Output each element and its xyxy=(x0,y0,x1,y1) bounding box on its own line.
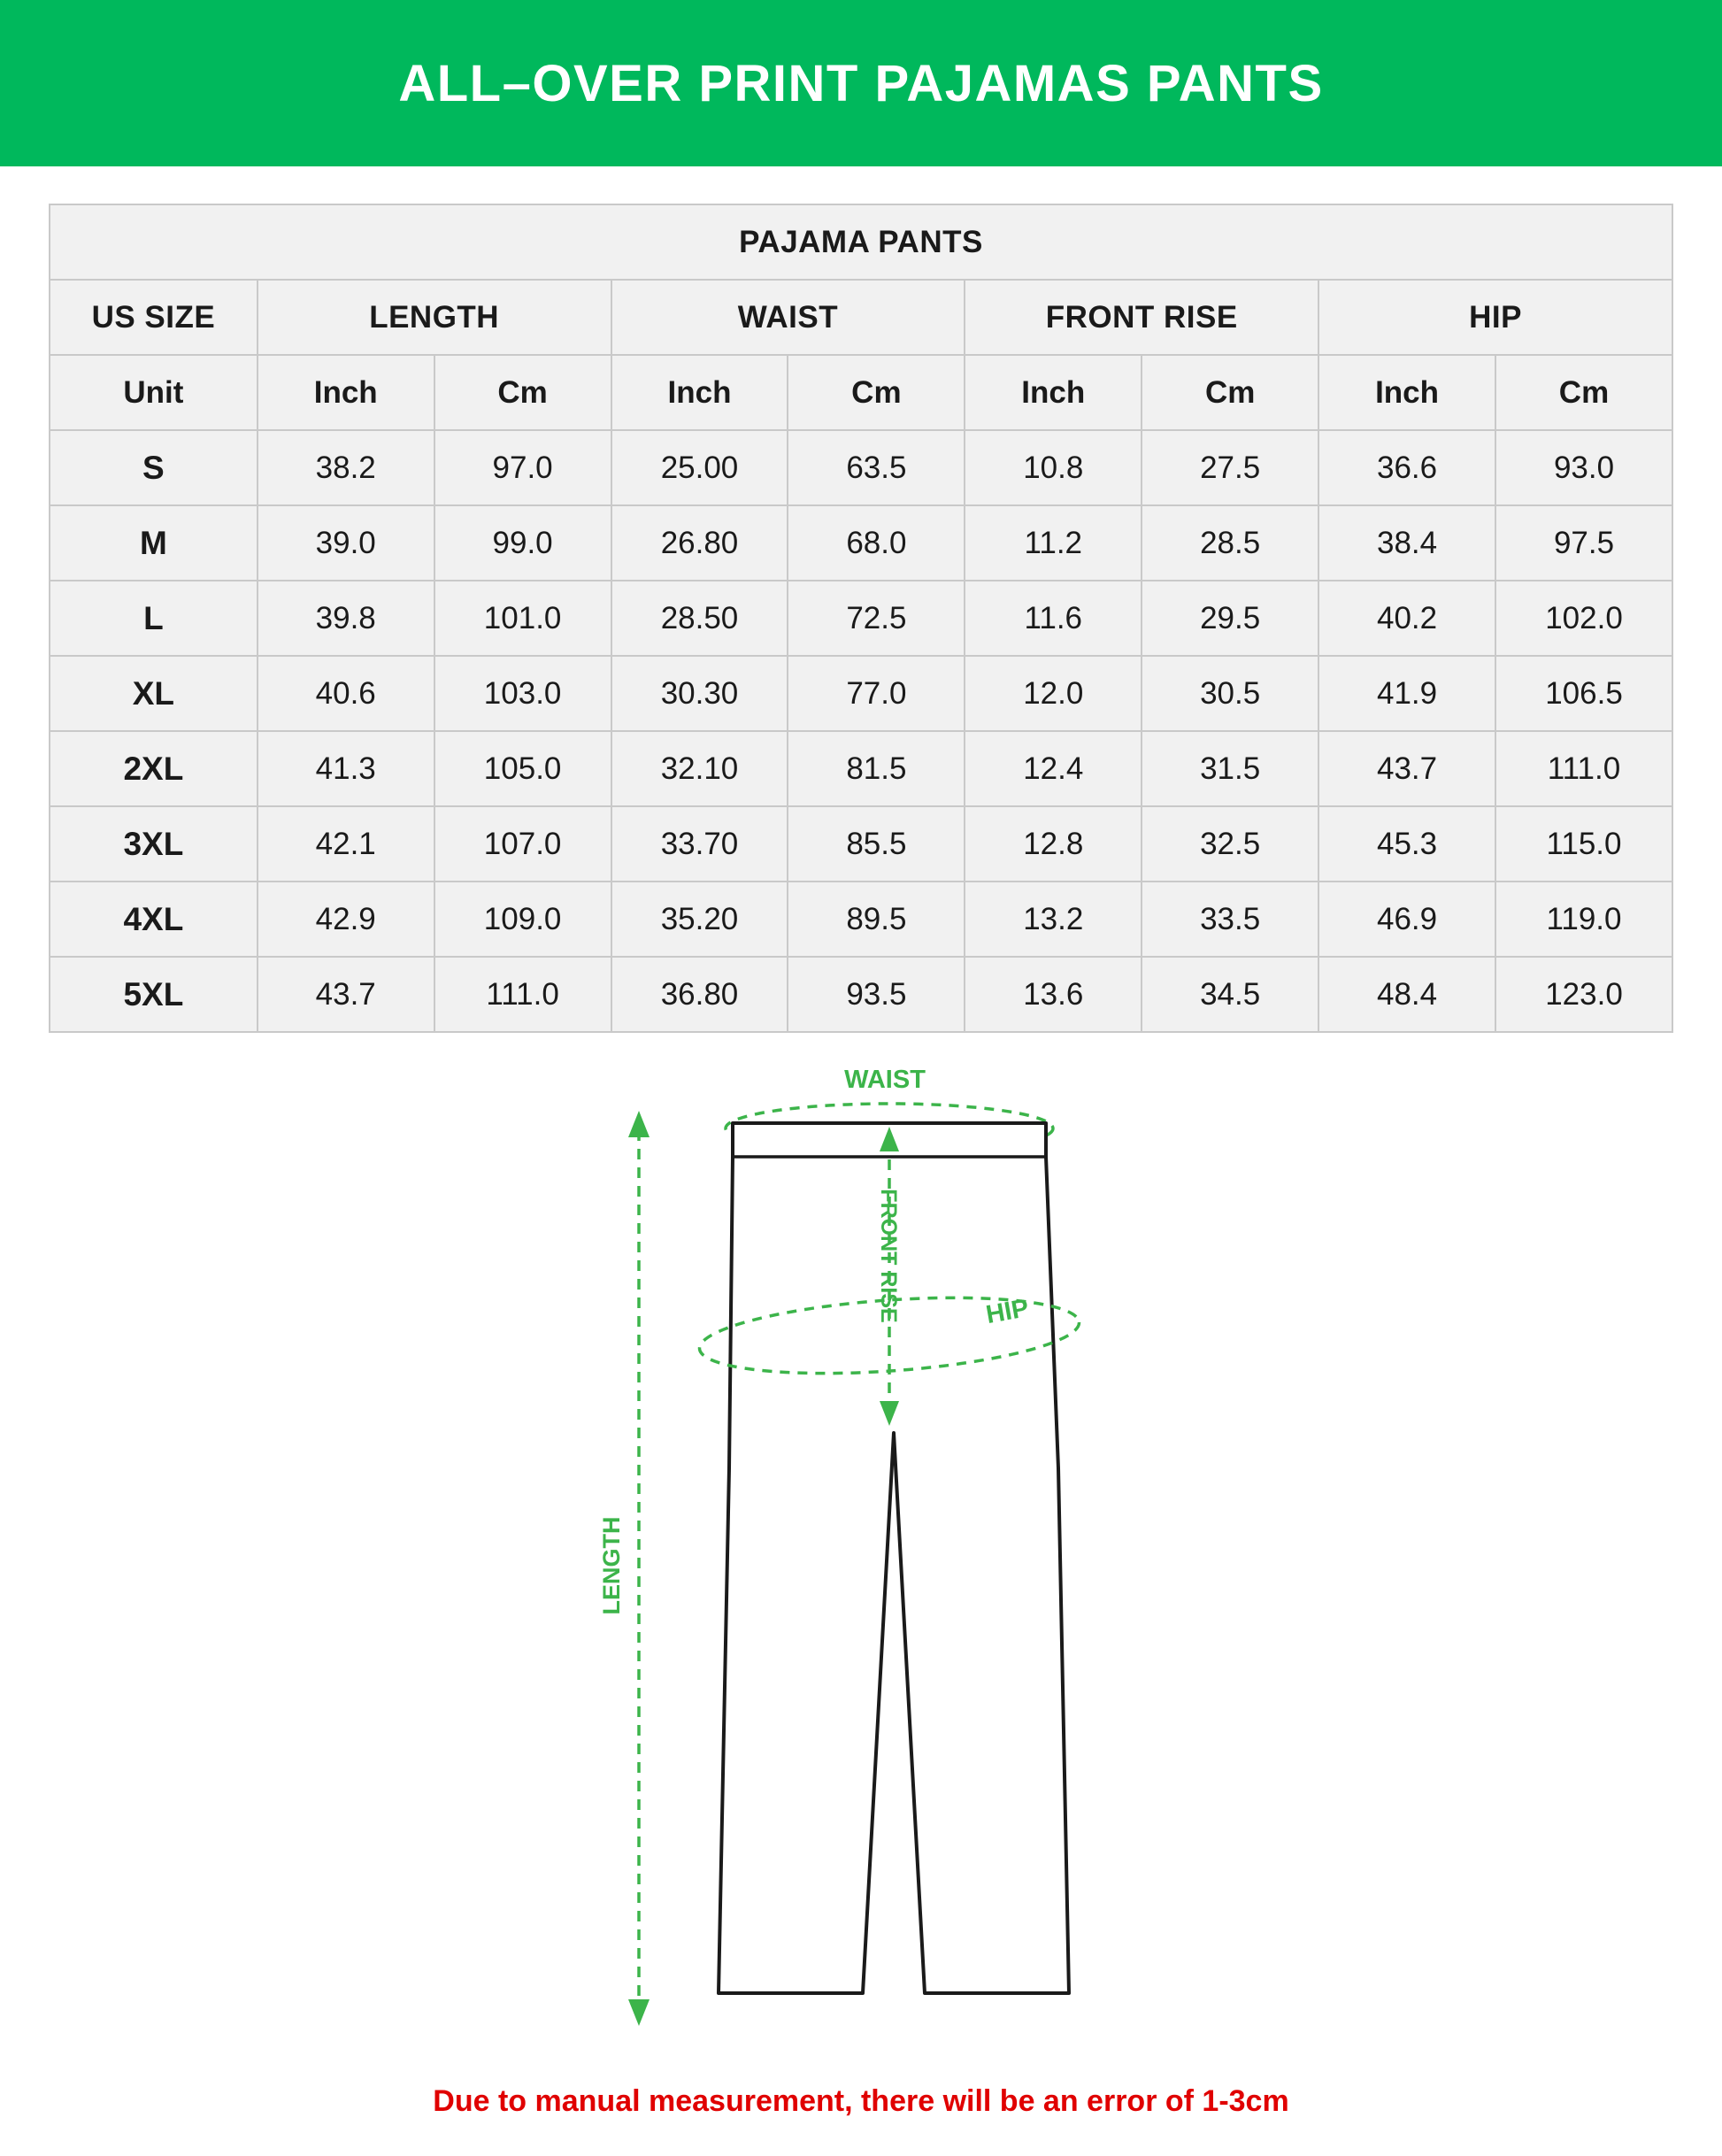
row-size-5: 3XL xyxy=(50,806,258,882)
cell-6-7: 119.0 xyxy=(1495,882,1672,957)
cell-6-3: 89.5 xyxy=(788,882,965,957)
header-group-length: LENGTH xyxy=(258,280,611,355)
cell-6-2: 35.20 xyxy=(611,882,788,957)
cell-3-1: 103.0 xyxy=(434,656,611,731)
header-group-front-rise: FRONT RISE xyxy=(965,280,1318,355)
row-size-7: 5XL xyxy=(50,957,258,1032)
waist-label: WAIST xyxy=(844,1066,926,1094)
table-row xyxy=(50,731,1672,806)
measurement-note: Due to manual measurement, there will be an error of 1-3cm xyxy=(433,2084,1289,2118)
table-row xyxy=(50,581,1672,656)
table-row xyxy=(50,806,1672,882)
cell-5-3: 85.5 xyxy=(788,806,965,882)
table-row xyxy=(50,430,1672,505)
cell-3-7: 106.5 xyxy=(1495,656,1672,731)
cell-2-0: 39.8 xyxy=(258,581,434,656)
cell-2-4: 11.6 xyxy=(965,581,1142,656)
table-row xyxy=(50,957,1672,1032)
cell-2-1: 101.0 xyxy=(434,581,611,656)
cell-6-1: 109.0 xyxy=(434,882,611,957)
cell-2-7: 102.0 xyxy=(1495,581,1672,656)
cell-0-6: 36.6 xyxy=(1318,430,1495,505)
cell-1-7: 97.5 xyxy=(1495,505,1672,581)
unit-cell-2: Inch xyxy=(611,355,788,430)
cell-0-1: 97.0 xyxy=(434,430,611,505)
table-caption: PAJAMA PANTS xyxy=(50,204,1672,280)
cell-1-4: 11.2 xyxy=(965,505,1142,581)
table-group-header-row xyxy=(50,280,1672,355)
header-group-hip: HIP xyxy=(1318,280,1672,355)
row-size-3: XL xyxy=(50,656,258,731)
cell-4-5: 31.5 xyxy=(1142,731,1318,806)
cell-7-0: 43.7 xyxy=(258,957,434,1032)
cell-4-7: 111.0 xyxy=(1495,731,1672,806)
table-caption-row xyxy=(50,204,1672,280)
cell-2-6: 40.2 xyxy=(1318,581,1495,656)
cell-0-2: 25.00 xyxy=(611,430,788,505)
unit-cell-4: Inch xyxy=(965,355,1142,430)
hip-label: HIP xyxy=(983,1294,1032,1330)
unit-cell-6: Inch xyxy=(1318,355,1495,430)
cell-3-5: 30.5 xyxy=(1142,656,1318,731)
cell-2-2: 28.50 xyxy=(611,581,788,656)
row-size-6: 4XL xyxy=(50,882,258,957)
cell-4-1: 105.0 xyxy=(434,731,611,806)
cell-5-4: 12.8 xyxy=(965,806,1142,882)
cell-6-4: 13.2 xyxy=(965,882,1142,957)
table-row xyxy=(50,505,1672,581)
cell-7-6: 48.4 xyxy=(1318,957,1495,1032)
unit-cell-1: Cm xyxy=(434,355,611,430)
cell-0-0: 38.2 xyxy=(258,430,434,505)
cell-6-0: 42.9 xyxy=(258,882,434,957)
cell-5-5: 32.5 xyxy=(1142,806,1318,882)
cell-5-6: 45.3 xyxy=(1318,806,1495,882)
cell-6-5: 33.5 xyxy=(1142,882,1318,957)
cell-7-5: 34.5 xyxy=(1142,957,1318,1032)
cell-0-3: 63.5 xyxy=(788,430,965,505)
cell-3-0: 40.6 xyxy=(258,656,434,731)
measurement-diagram xyxy=(0,1052,1722,2079)
cell-4-0: 41.3 xyxy=(258,731,434,806)
front-rise-label: FRONT RISE xyxy=(876,1189,901,1323)
unit-cell-7: Cm xyxy=(1495,355,1672,430)
row-size-2: L xyxy=(50,581,258,656)
cell-1-5: 28.5 xyxy=(1142,505,1318,581)
cell-4-2: 32.10 xyxy=(611,731,788,806)
table-row xyxy=(50,656,1672,731)
header-group-waist: WAIST xyxy=(611,280,965,355)
cell-4-4: 12.4 xyxy=(965,731,1142,806)
cell-3-3: 77.0 xyxy=(788,656,965,731)
cell-7-1: 111.0 xyxy=(434,957,611,1032)
header-us-size: US SIZE xyxy=(50,280,258,355)
cell-7-4: 13.6 xyxy=(965,957,1142,1032)
cell-3-6: 41.9 xyxy=(1318,656,1495,731)
cell-0-5: 27.5 xyxy=(1142,430,1318,505)
cell-0-7: 93.0 xyxy=(1495,430,1672,505)
row-size-0: S xyxy=(50,430,258,505)
cell-7-2: 36.80 xyxy=(611,957,788,1032)
cell-4-6: 43.7 xyxy=(1318,731,1495,806)
unit-cell-0: Inch xyxy=(258,355,434,430)
cell-0-4: 10.8 xyxy=(965,430,1142,505)
cell-3-4: 12.0 xyxy=(965,656,1142,731)
table-row xyxy=(50,882,1672,957)
table-unit-row xyxy=(50,355,1672,430)
cell-1-2: 26.80 xyxy=(611,505,788,581)
length-arrow-top xyxy=(628,1111,650,1137)
size-table-container xyxy=(49,204,1673,1033)
cell-2-3: 72.5 xyxy=(788,581,965,656)
cell-5-2: 33.70 xyxy=(611,806,788,882)
cell-1-3: 68.0 xyxy=(788,505,965,581)
cell-3-2: 30.30 xyxy=(611,656,788,731)
row-size-1: M xyxy=(50,505,258,581)
cell-7-3: 93.5 xyxy=(788,957,965,1032)
cell-4-3: 81.5 xyxy=(788,731,965,806)
pants-diagram-svg xyxy=(0,1052,1722,2079)
header-unit: Unit xyxy=(50,355,258,430)
row-size-4: 2XL xyxy=(50,731,258,806)
cell-1-0: 39.0 xyxy=(258,505,434,581)
length-label: LENGTH xyxy=(598,1516,625,1615)
unit-cell-3: Cm xyxy=(788,355,965,430)
cell-1-6: 38.4 xyxy=(1318,505,1495,581)
unit-cell-5: Cm xyxy=(1142,355,1318,430)
cell-5-1: 107.0 xyxy=(434,806,611,882)
cell-2-5: 29.5 xyxy=(1142,581,1318,656)
cell-5-0: 42.1 xyxy=(258,806,434,882)
length-arrow-bottom xyxy=(628,1999,650,2026)
cell-1-1: 99.0 xyxy=(434,505,611,581)
cell-6-6: 46.9 xyxy=(1318,882,1495,957)
cell-7-7: 123.0 xyxy=(1495,957,1672,1032)
header-banner xyxy=(0,0,1722,166)
size-table xyxy=(49,204,1673,1033)
cell-5-7: 115.0 xyxy=(1495,806,1672,882)
page-title: ALL–OVER PRINT PAJAMAS PANTS xyxy=(398,54,1324,112)
